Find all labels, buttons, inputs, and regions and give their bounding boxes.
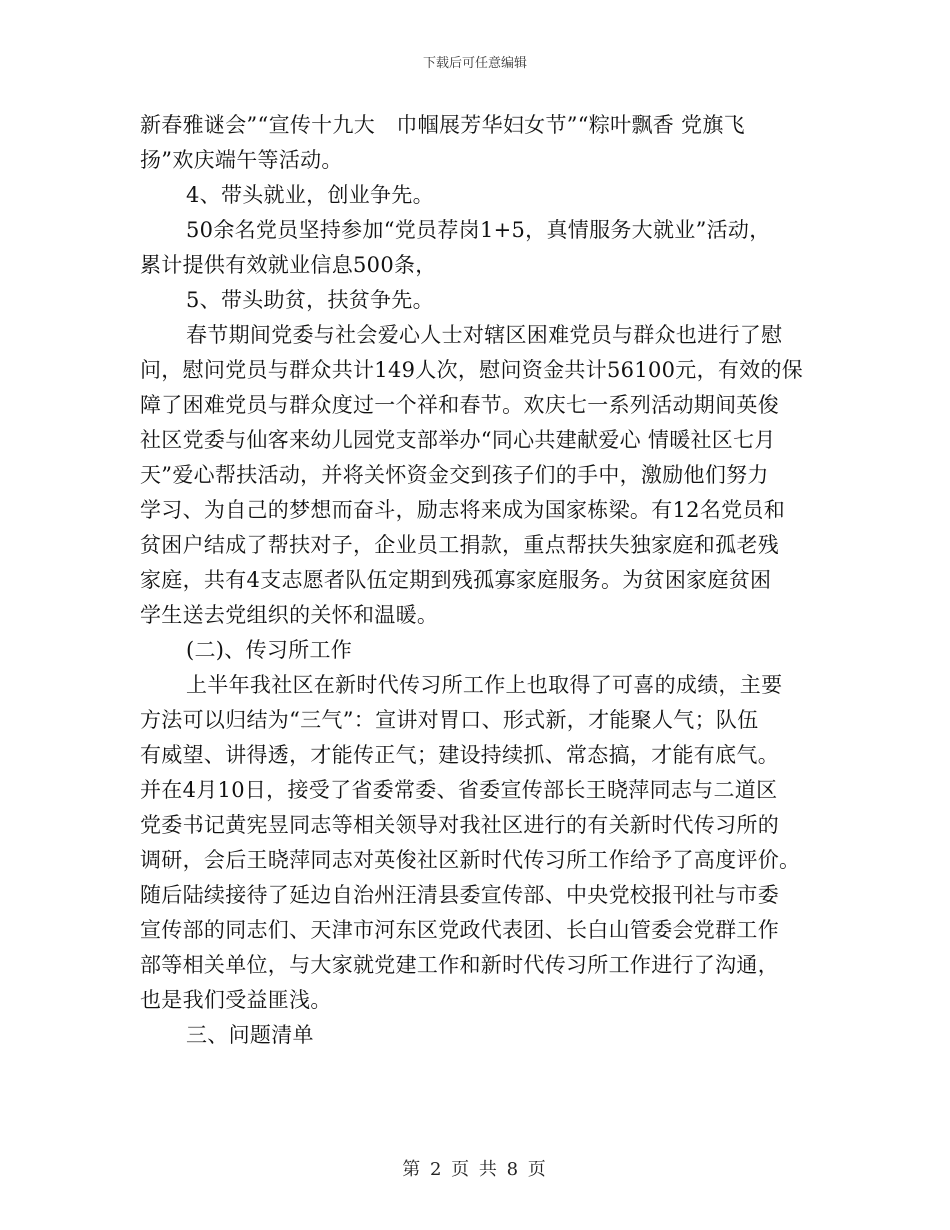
text-line: 方法可以归结为“三气”：宣讲对胃口、形式新，才能聚人气；队伍 [140,708,759,732]
page-footer: 第 2 页 共 8 页 [402,1159,548,1180]
text-line: 障了困难党员与群众度过一个祥和春节。欢庆七一系列活动期间英俊 [140,393,779,417]
text-line: 贫困户结成了帮扶对子，企业员工捐款，重点帮扶失独家庭和孤老残 [140,533,779,557]
text-line: 累计提供有效就业信息500条， [140,253,437,277]
text-line: 5、带头助贫，扶贫争先。 [186,288,434,312]
page-header: 下载后可任意编辑 [422,56,527,71]
text-line: 4、带头就业，创业争先。 [186,183,434,207]
text-line: 春节期间党委与社会爱心人士对辖区困难党员与群众也进行了慰 [186,323,783,347]
text-line: 学生送去党组织的关怀和温暖。 [140,603,439,627]
text-line: 50余名党员坚持参加“党员荐岗1+5，真情服务大就业”活动， [186,218,771,242]
text-line: 上半年我社区在新时代传习所工作上也取得了可喜的成绩，主要 [186,673,783,697]
document-body [140,108,816,1053]
text-line: 三、问题清单 [186,1023,314,1047]
text-line: 党委书记黄宪昱同志等相关领导对我社区进行的有关新时代传习所的 [140,813,779,837]
text-line: 也是我们受益匪浅。 [140,988,332,1012]
text-line: 社区党委与仙客来幼儿园党支部举办“同心共建献爱心 情暖社区七月 [140,428,776,452]
text-line: 扬”欢庆端午等活动。 [140,148,343,172]
text-line: 随后陆续接待了延边自治州汪清县委宣传部、中央党校报刊社与市委 [140,883,779,907]
text-line: 家庭，共有4支志愿者队伍定期到残孤寡家庭服务。为贫困家庭贫困 [140,568,772,592]
text-line: 学习、为自己的梦想而奋斗，励志将来成为国家栋梁。有12名党员和 [140,498,786,522]
text-line: 有威望、讲得透，才能传正气；建设持续抓、常态搞，才能有底气。 [140,743,779,767]
text-line: 并在4月10日，接受了省委常委、省委宣传部长王晓萍同志与二道区 [140,778,778,802]
text-line: 调研，会后王晓萍同志对英俊社区新时代传习所工作给予了高度评价。 [140,848,801,872]
text-line: 宣传部的同志们、天津市河东区党政代表团、长白山管委会党群工作 [140,918,779,942]
text-line: 新春雅谜会”“宣传十九大 巾帼展芳华妇女节”“粽叶飘香 党旗飞 [140,113,745,137]
text-line: 天”爱心帮扶活动，并将关怀资金交到孩子们的手中，激励他们努力 [140,463,769,487]
text-line: (二)、传习所工作 [186,638,353,662]
text-line: 部等相关单位，与大家就党建工作和新时代传习所工作进行了沟通， [140,953,779,977]
text-line: 问，慰问党员与群众共计149人次，慰问资金共计56100元，有效的保 [140,358,804,382]
